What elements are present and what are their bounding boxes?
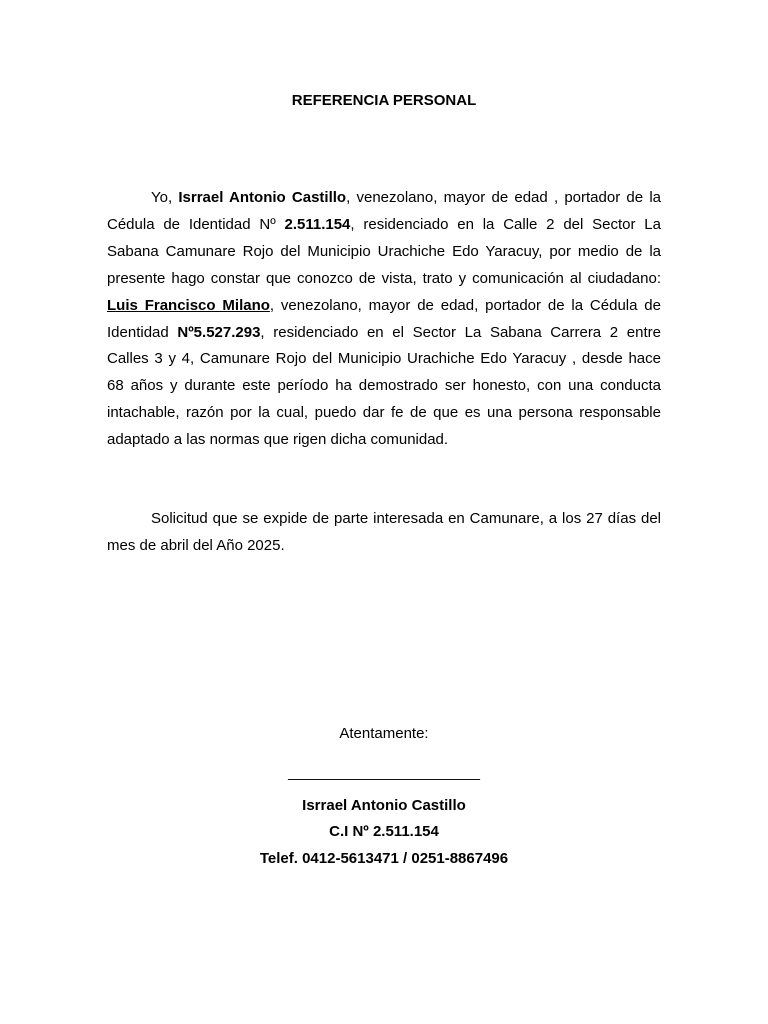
- p1-text-1: Yo,: [151, 189, 179, 206]
- p1-text-3: , residenciado en la Calle 2 del Sector La Sabana Camunare Rojo del Municipio Urachiche Edo Yaracuy, por medio de la presente hago constar que conozco de vista, trato y comunicación al ciudadano:: [107, 215, 661, 287]
- signer-id: C.I Nº 2.511.154: [329, 823, 439, 840]
- p1-text-2: , venezolano, mayor de edad , portador de la Cédula de Identidad Nº: [107, 189, 661, 233]
- signer-name: Isrrael Antonio Castillo: [302, 797, 466, 814]
- document-title: REFERENCIA PERSONAL: [291, 92, 477, 109]
- signer-phone: Telef. 0412-5613471 / 0251-8867496: [259, 850, 509, 867]
- declarant-id-number: 2.511.154: [284, 215, 351, 233]
- body-paragraph-1: [107, 185, 661, 454]
- referenced-person-id-number: Nº5.527.293: [177, 323, 261, 341]
- declarant-name: Isrrael Antonio Castillo: [178, 189, 347, 206]
- p1-text-5: , residenciado en el Sector La Sabana Carrera 2 entre Calles 3 y 4, Camunare Rojo del Municipio Urachiche Edo Yaracuy , desde hace 68 años y durante este período ha demostrado ser honesto, con una conducta intachable, razón por la cual, puedo dar fe de que es una persona responsable adaptado a las normas que rigen dicha comunidad.: [107, 323, 661, 449]
- referenced-person-name: Luis Francisco Milano: [107, 296, 270, 314]
- p1-text-4: , venezolano, mayor de edad, portador de la Cédula de Identidad: [107, 296, 661, 341]
- body-paragraph-2: Solicitud que se expide de parte interesada en Camunare, a los 27 días del mes de abril del Año 2025.: [107, 510, 661, 554]
- closing-salutation: Atentamente:: [339, 725, 429, 742]
- signature-line: _______________________: [288, 764, 480, 781]
